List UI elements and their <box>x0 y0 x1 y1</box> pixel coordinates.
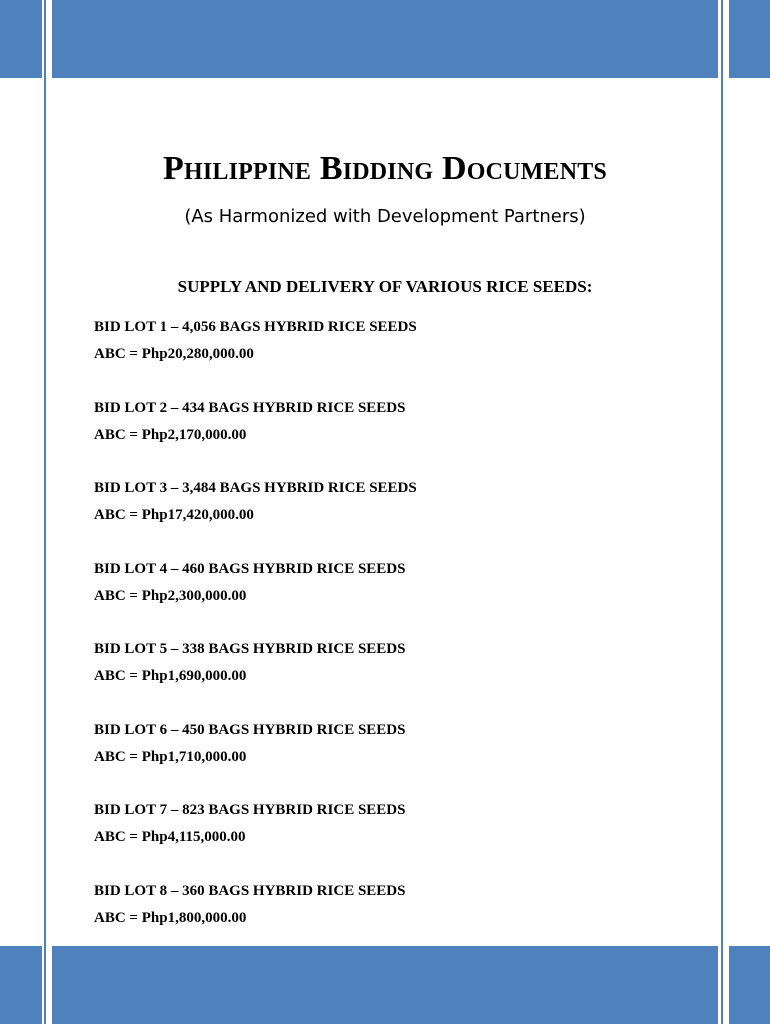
footer-band-left <box>0 946 42 1024</box>
bid-lot-6 <box>94 717 417 798</box>
bid-lot-2 <box>94 395 417 476</box>
bid-lot-label: BID LOT 8 – 360 BAGS HYBRID RICE SEEDS <box>94 882 406 899</box>
bid-lot-abc: ABC = Php1,800,000.00 <box>94 909 247 926</box>
bid-lot-abc: ABC = Php2,300,000.00 <box>94 587 247 604</box>
bid-lot-label: BID LOT 6 – 450 BAGS HYBRID RICE SEEDS <box>94 721 406 738</box>
bid-lot-7 <box>94 797 417 878</box>
footer-band-right <box>729 946 770 1024</box>
bid-lot-list <box>94 314 417 958</box>
bid-lot-abc: ABC = Php1,690,000.00 <box>94 668 247 684</box>
bid-lot-abc: ABC = Php20,280,000.00 <box>94 346 254 362</box>
bid-lot-abc: ABC = Php17,420,000.00 <box>94 507 254 523</box>
header-band-left <box>0 0 42 78</box>
bid-lot-label: BID LOT 4 – 460 BAGS HYBRID RICE SEEDS <box>94 560 406 577</box>
bid-lot-label: BID LOT 5 – 338 BAGS HYBRID RICE SEEDS <box>94 641 406 657</box>
project-title: SUPPLY AND DELIVERY OF VARIOUS RICE SEEDS: <box>177 277 593 296</box>
bid-lot-8 <box>94 878 417 959</box>
bid-lot-4 <box>94 556 417 637</box>
bid-lot-label: BID LOT 1 – 4,056 BAGS HYBRID RICE SEEDS <box>94 319 417 335</box>
header-band-right <box>729 0 770 78</box>
bid-lot-3 <box>94 475 417 556</box>
bid-lot-abc: ABC = Php2,170,000.00 <box>94 426 247 443</box>
bid-lot-label: BID LOT 2 – 434 BAGS HYBRID RICE SEEDS <box>94 399 406 416</box>
bid-lot-5 <box>94 636 417 717</box>
bid-lot-abc: ABC = Php4,115,000.00 <box>94 829 246 845</box>
bid-lot-label: BID LOT 3 – 3,484 BAGS HYBRID RICE SEEDS <box>94 480 417 496</box>
subtitle: (As Harmonized with Development Partners) <box>184 206 586 227</box>
bid-lot-abc: ABC = Php1,710,000.00 <box>94 748 247 765</box>
header-band <box>52 0 718 78</box>
bid-lot-1 <box>94 314 417 395</box>
page-title: Philippine Bidding Documents <box>163 150 607 187</box>
bid-lot-label: BID LOT 7 – 823 BAGS HYBRID RICE SEEDS <box>94 802 406 818</box>
